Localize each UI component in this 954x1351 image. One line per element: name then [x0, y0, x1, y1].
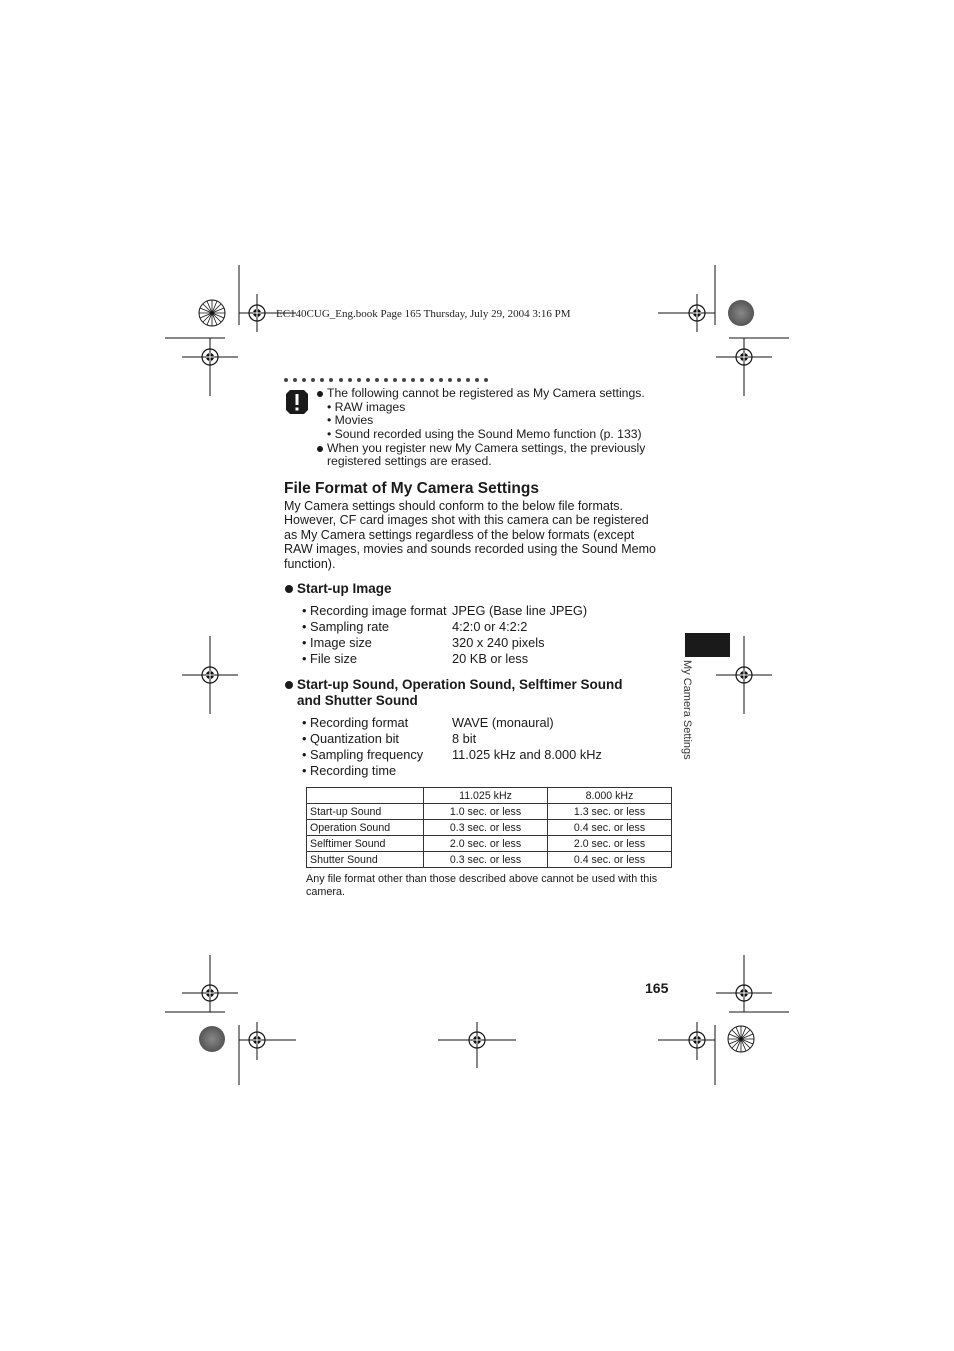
table-header-cell [307, 788, 424, 804]
spec-label-text: Sampling frequency [310, 747, 424, 762]
table-cell: 2.0 sec. or less [548, 836, 672, 852]
bullet-dot [317, 391, 323, 397]
bullet-dot [285, 585, 293, 593]
caution-subitem: • RAW images [327, 400, 406, 414]
bullet-dot [317, 446, 323, 452]
intro-line: function). [284, 556, 336, 571]
caution-item-2-line1: When you register new My Camera settings, the previously [327, 441, 646, 455]
recording-time-table [306, 787, 672, 868]
spec-value: 20 KB or less [452, 651, 529, 666]
spec-label-text: Recording time [310, 763, 397, 778]
caution-item-2-line2: registered settings are erased. [327, 454, 492, 468]
spec-label: • Recording image format [302, 603, 447, 618]
spec-value: 4:2:0 or 4:2:2 [452, 619, 528, 634]
table-cell: 0.4 sec. or less [548, 852, 672, 868]
spec-label: • Quantization bit [302, 731, 399, 746]
spec-value: 11.025 kHz and 8.000 kHz [452, 747, 602, 762]
startup-sound-heading [297, 677, 623, 709]
footnote-line: Any file format other than those described above cannot be used with this [306, 873, 658, 885]
book-header: EC140CUG_Eng.book Page 165 Thursday, July 29, 2004 3:16 PM [276, 308, 571, 320]
spec-label-text: Recording image format [310, 603, 447, 618]
intro-line: as My Camera settings regardless of the below formats (except [284, 527, 635, 542]
footnote-line: camera. [306, 886, 346, 898]
table-cell: 0.3 sec. or less [424, 852, 548, 868]
caution-subitem: • Movies [327, 413, 374, 427]
table-row [307, 804, 672, 820]
table-cell: 0.3 sec. or less [424, 820, 548, 836]
spec-label-text: Recording format [310, 715, 409, 730]
page-number: 165 [645, 980, 669, 996]
spec-label: • File size [302, 651, 357, 666]
table-cell: 1.3 sec. or less [548, 804, 672, 820]
spec-label: • Image size [302, 635, 372, 650]
spec-label-text: Image size [310, 635, 372, 650]
chapter-tab-label [680, 660, 694, 772]
chapter-tab [685, 633, 730, 657]
chapter-tab-text: My Camera Settings [681, 660, 693, 760]
table-cell: 2.0 sec. or less [424, 836, 548, 852]
table-row [307, 836, 672, 852]
heading-line: Start-up Sound, Operation Sound, Selftimer Sound [297, 677, 623, 692]
spec-label: • Recording format [302, 715, 409, 730]
table-cell: Operation Sound [307, 820, 424, 836]
spec-value: 320 x 240 pixels [452, 635, 545, 650]
spec-label: • Sampling frequency [302, 747, 424, 762]
table-cell: 0.4 sec. or less [548, 820, 672, 836]
table-cell: Shutter Sound [307, 852, 424, 868]
table-row [307, 852, 672, 868]
table-row [307, 820, 672, 836]
intro-line: RAW images, movies and sounds recorded using the Sound Memo [284, 542, 656, 557]
table-header-row [307, 788, 672, 804]
section-title: File Format of My Camera Settings [284, 480, 539, 497]
table-cell: Selftimer Sound [307, 836, 424, 852]
spec-value: WAVE (monaural) [452, 715, 554, 730]
spec-label-text: File size [310, 651, 357, 666]
intro-line: My Camera settings should conform to the below file formats. [284, 499, 624, 513]
table-header-cell: 8.000 kHz [548, 788, 672, 804]
intro-paragraph [284, 499, 656, 571]
spec-label-text: Sampling rate [310, 619, 390, 634]
spec-label: • Recording time [302, 763, 397, 778]
footnote [306, 873, 657, 899]
caution-subitem: • Sound recorded using the Sound Memo function (p. 133) [327, 427, 642, 441]
table-cell: 1.0 sec. or less [424, 804, 548, 820]
spec-value: 8 bit [452, 731, 477, 746]
intro-line: However, CF card images shot with this camera can be registered [284, 513, 649, 528]
bullet-dot [285, 681, 293, 689]
dotted-rule [284, 378, 493, 382]
spec-value: JPEG (Base line JPEG) [452, 603, 588, 618]
spec-label: • Sampling rate [302, 619, 390, 634]
heading-line: and Shutter Sound [297, 693, 418, 708]
spec-label-text: Quantization bit [310, 731, 399, 746]
table-header-cell: 11.025 kHz [424, 788, 548, 804]
startup-image-heading: Start-up Image [297, 581, 392, 596]
exclamation-icon [285, 388, 309, 416]
table-cell: Start-up Sound [307, 804, 424, 820]
caution-item-1: The following cannot be registered as My Camera settings. [327, 386, 645, 400]
